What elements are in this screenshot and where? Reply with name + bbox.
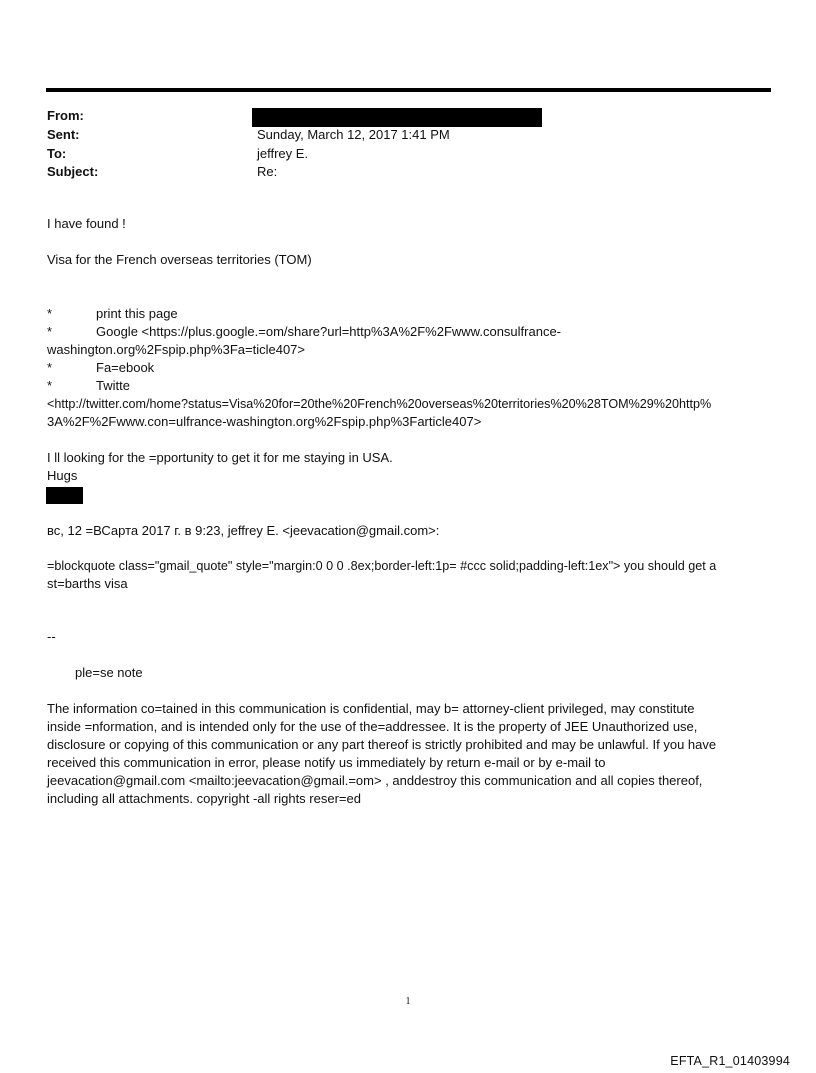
please-note: ple=se note <box>75 665 143 680</box>
sent-value: Sunday, March 12, 2017 1:41 PM <box>257 127 450 142</box>
disclaimer-line: disclosure or copying of this communication or any part thereof is strictly prohibited and may be unlawful. If you have <box>47 737 717 752</box>
google-share-url-cont[interactable]: washington.org%2Fspip.php%3Fa=ticle407> <box>47 342 306 357</box>
bullet-print-page[interactable]: print this page <box>96 306 178 321</box>
body-line-hugs: Hugs <box>47 468 78 483</box>
body-line-visa: Visa for the French overseas territories (TOM) <box>47 252 312 267</box>
from-label: From: <box>47 108 84 123</box>
body-line-found: I have found ! <box>47 216 126 231</box>
disclaimer-line: received this communication in error, please notify us immediately by return e-mail or by e-mail to <box>47 755 606 770</box>
bullet-marker: * <box>47 378 53 393</box>
bullet-marker: * <box>47 306 53 321</box>
bullet-twitter[interactable]: Twitte <box>96 378 130 393</box>
blockquote-line-2: st=barths visa <box>47 576 128 591</box>
document-id: EFTA_R1_01403994 <box>670 1054 790 1068</box>
to-value: jeffrey E. <box>257 146 309 161</box>
sent-label: Sent: <box>47 127 80 142</box>
redacted-sender <box>252 108 542 127</box>
redacted-signature <box>46 487 83 504</box>
bullet-marker: * <box>47 360 53 375</box>
bullet-google-share[interactable]: Google <https://plus.google.=om/share?url=http%3A%2F%2Fwww.consulfrance- <box>96 324 562 339</box>
header-divider <box>46 88 771 92</box>
disclaimer-line: jeevacation@gmail.com <mailto:jeevacation@gmail.=om> , anddestroy this communication and all copies thereof, <box>47 773 703 788</box>
disclaimer-line: including all attachments. copyright -all rights reser=ed <box>47 791 361 806</box>
subject-label: Subject: <box>47 164 99 179</box>
quote-attribution: вс, 12 =ВСарта 2017 г. в 9:23, jeffrey E. <jeevacation@gmail.com>: <box>47 523 440 538</box>
page-number: 1 <box>405 996 411 1007</box>
signature-separator: -- <box>47 629 56 644</box>
blockquote-line-1: =blockquote class="gmail_quote" style="margin:0 0 0 .8ex;border-left:1p= #ccc solid;padding-left:1ex"> you should get a <box>47 559 717 573</box>
bullet-facebook[interactable]: Fa=ebook <box>96 360 155 375</box>
disclaimer-line: inside =nformation, and is intended only for the use of the=addressee. It is the property of JEE Unauthorized use, <box>47 719 698 734</box>
body-line-opportunity: I ll looking for the =pportunity to get it for me staying in USA. <box>47 450 393 465</box>
disclaimer-line: The information co=tained in this communication is confidential, may b= attorney-client privileged, may constitute <box>47 701 695 716</box>
subject-value: Re: <box>257 164 278 179</box>
twitter-url-line-1[interactable]: <http://twitter.com/home?status=Visa%20for=20the%20French%20overseas%20territories%20%28TOM%29%20http% <box>47 397 712 411</box>
to-label: To: <box>47 146 67 161</box>
bullet-marker: * <box>47 324 53 339</box>
twitter-url-line-2[interactable]: 3A%2F%2Fwww.con=ulfrance-washington.org%2Fspip.php%3Farticle407> <box>47 414 482 429</box>
